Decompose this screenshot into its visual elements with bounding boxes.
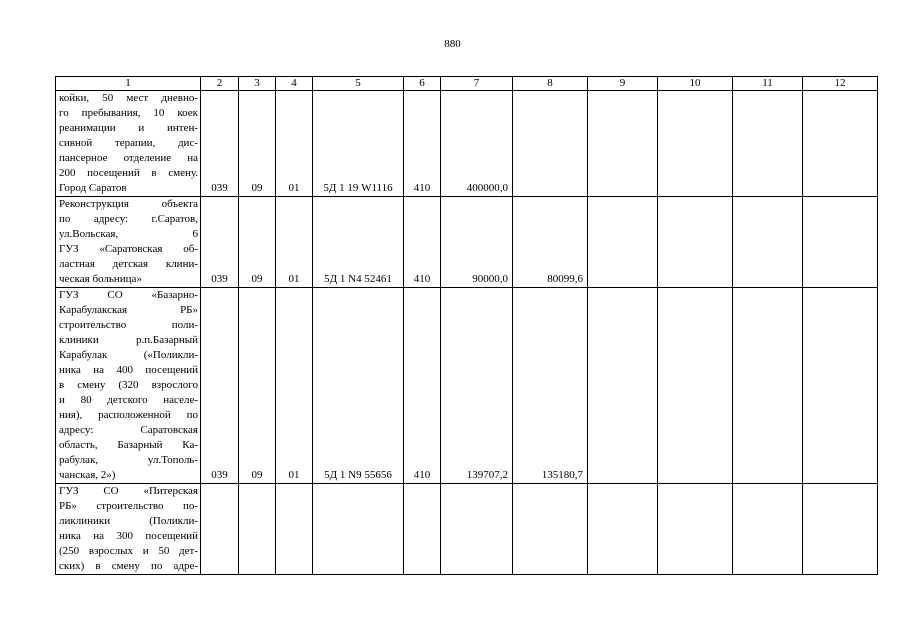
amount-col9 [588, 197, 658, 288]
column-header: 6 [404, 77, 441, 91]
amount-col9 [588, 484, 658, 575]
column-header: 8 [513, 77, 588, 91]
description-line: по адресу: г.Саратов, [59, 213, 198, 225]
description-line: рабулак, ул.Тополь- [59, 454, 198, 466]
amount-col9 [588, 91, 658, 197]
table-row [56, 484, 878, 575]
amount-col10 [658, 197, 733, 288]
amount-col10 [658, 288, 733, 484]
amount-col8: 80099,6 [513, 197, 588, 288]
description-line: Карабулакская РБ» [59, 304, 198, 316]
expense-type-code: 410 [404, 197, 441, 288]
subsection-code [276, 484, 313, 575]
table-row [56, 91, 878, 197]
amount-col11 [733, 197, 803, 288]
ministry-code: 039 [201, 197, 239, 288]
description-line: область, Базарный Ка- [59, 439, 198, 451]
description-line: ластная детская клини- [59, 258, 198, 270]
description-line: ника на 400 посещений [59, 364, 198, 376]
column-header: 5 [313, 77, 404, 91]
target-article-code: 5Д 1 N9 55656 [313, 288, 404, 484]
amount-col7: 139707,2 [441, 288, 513, 484]
description-line: адресу: Саратовская [59, 424, 198, 436]
description-line: реанимации и интен- [59, 122, 198, 134]
expense-type-code [404, 484, 441, 575]
ministry-code [201, 484, 239, 575]
column-header: 1 [56, 77, 201, 91]
column-header: 3 [239, 77, 276, 91]
budget-table [55, 76, 878, 575]
object-description [56, 197, 201, 288]
description-line: (250 взрослых и 50 дет- [59, 545, 198, 557]
description-line: и 80 детского населе- [59, 394, 198, 406]
description-line: 200 посещений в смену. [59, 167, 198, 179]
description-line: койки, 50 мест дневно- [59, 92, 198, 104]
description-line: в смену (320 взрослого [59, 379, 198, 391]
amount-col12 [803, 197, 878, 288]
description-line: ских) в смену по адре- [59, 560, 198, 572]
amount-col12 [803, 91, 878, 197]
amount-col11 [733, 91, 803, 197]
column-header: 9 [588, 77, 658, 91]
page-number: 880 [444, 38, 461, 50]
description-line: ГУЗ «Саратовская об- [59, 243, 198, 255]
description-line: ликлиники (Поликли- [59, 515, 198, 527]
description-line: го пребывания, 10 коек [59, 107, 198, 119]
description-line: ческая больница» [59, 273, 142, 285]
expense-type-code: 410 [404, 91, 441, 197]
table-row [56, 197, 878, 288]
description-line: сивной терапии, дис- [59, 137, 198, 149]
description-line: ния), расположенной по [59, 409, 198, 421]
description-line: Реконструкция объекта [59, 198, 198, 210]
amount-col10 [658, 91, 733, 197]
object-description [56, 288, 201, 484]
description-line: клиники р.п.Базарный [59, 334, 198, 346]
amount-col8: 135180,7 [513, 288, 588, 484]
section-code [239, 484, 276, 575]
description-line: чанская, 2») [59, 469, 116, 481]
subsection-code: 01 [276, 91, 313, 197]
description-line: ул.Вольская, 6 [59, 228, 198, 240]
amount-col7 [441, 484, 513, 575]
subsection-code: 01 [276, 197, 313, 288]
table-header-row [56, 77, 878, 91]
description-line: ГУЗ СО «Базарно- [59, 289, 198, 301]
target-article-code: 5Д 1 N4 52461 [313, 197, 404, 288]
amount-col8 [513, 484, 588, 575]
amount-col12 [803, 288, 878, 484]
ministry-code: 039 [201, 91, 239, 197]
description-line: РБ» строительство по- [59, 500, 198, 512]
target-article-code: 5Д 1 19 W1116 [313, 91, 404, 197]
amount-col9 [588, 288, 658, 484]
amount-col7: 400000,0 [441, 91, 513, 197]
column-header: 11 [733, 77, 803, 91]
description-line: Город Саратов [59, 182, 127, 194]
description-line: ника на 300 посещений [59, 530, 198, 542]
target-article-code [313, 484, 404, 575]
description-line: пансерное отделение на [59, 152, 198, 164]
description-line: Карабулак («Поликли- [59, 349, 198, 361]
amount-col11 [733, 484, 803, 575]
section-code: 09 [239, 91, 276, 197]
amount-col8 [513, 91, 588, 197]
object-description [56, 484, 201, 575]
column-header: 2 [201, 77, 239, 91]
amount-col10 [658, 484, 733, 575]
ministry-code: 039 [201, 288, 239, 484]
amount-col7: 90000,0 [441, 197, 513, 288]
description-line: ГУЗ СО «Питерская [59, 485, 198, 497]
amount-col12 [803, 484, 878, 575]
section-code: 09 [239, 288, 276, 484]
column-header: 12 [803, 77, 878, 91]
table-row [56, 288, 878, 484]
section-code: 09 [239, 197, 276, 288]
column-header: 4 [276, 77, 313, 91]
column-header: 7 [441, 77, 513, 91]
expense-type-code: 410 [404, 288, 441, 484]
description-line: строительство поли- [59, 319, 198, 331]
subsection-code: 01 [276, 288, 313, 484]
object-description [56, 91, 201, 197]
column-header: 10 [658, 77, 733, 91]
amount-col11 [733, 288, 803, 484]
